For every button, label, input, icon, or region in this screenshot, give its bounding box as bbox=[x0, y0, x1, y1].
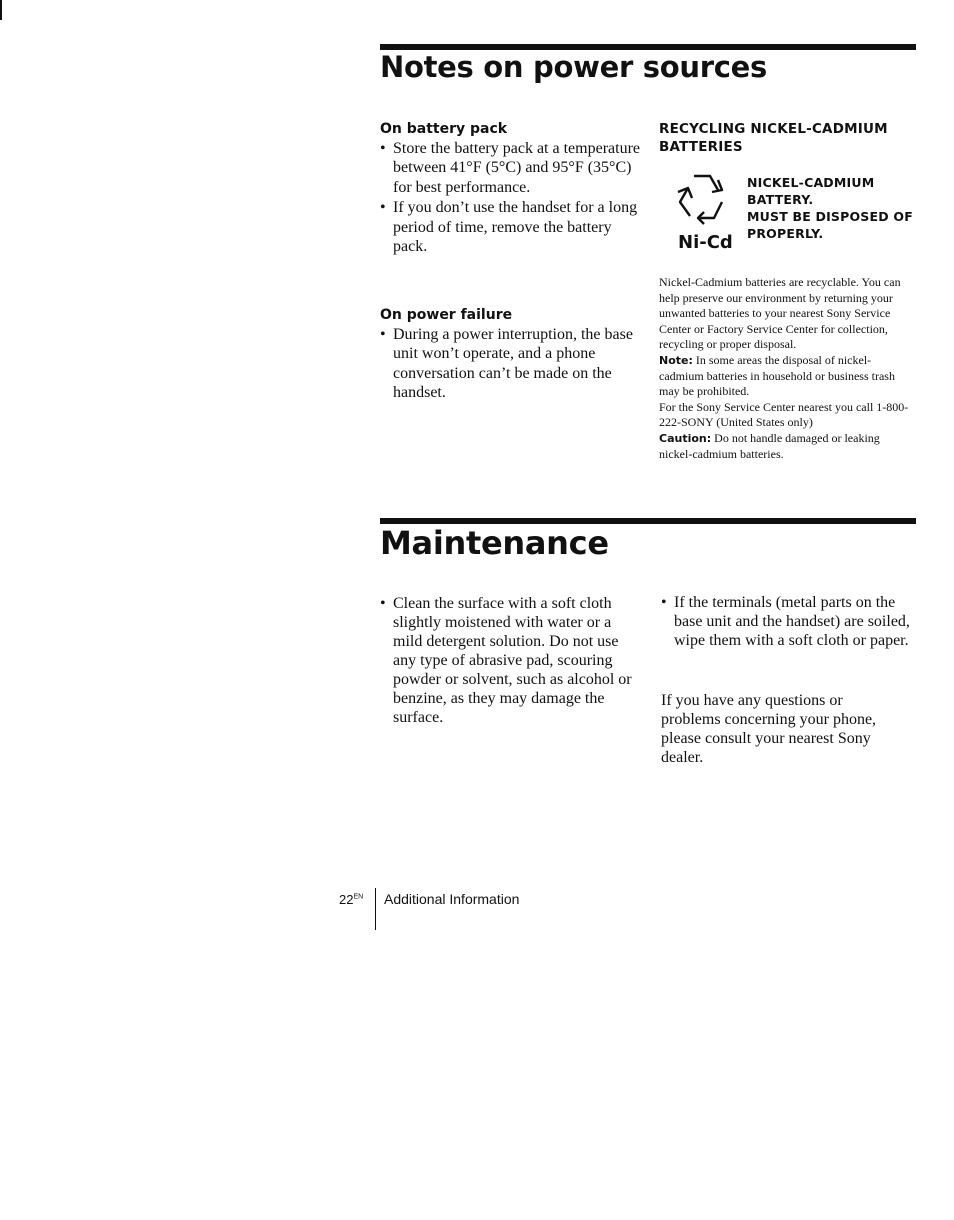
maintenance-right-list bbox=[661, 593, 919, 650]
recycle-icon bbox=[672, 170, 732, 228]
battery-pack-heading: On battery pack bbox=[380, 121, 508, 137]
list-item: • Clean the surface with a soft cloth slightly moistened with water or a mild detergent solution. Do not use any type of abrasive pad, scouring powder or solvent, such as alcohol or benzine, as they may damage the surface. bbox=[380, 594, 642, 727]
nicd-label: Ni-Cd bbox=[678, 232, 733, 253]
caution-text: Do not handle damaged or leaking nickel-cadmium batteries. bbox=[659, 430, 880, 461]
page-number-value: 22 bbox=[339, 892, 354, 907]
notice-line: NICKEL-CADMIUM bbox=[747, 175, 875, 190]
maintenance-closing: If you have any questions or problems concerning your phone, please consult your nearest Sony dealer. bbox=[661, 692, 877, 766]
list-item: • If the terminals (metal parts on the base unit and the handset) are soiled, wipe them with a soft cloth or paper. bbox=[661, 593, 919, 650]
section-title-maintenance: Maintenance bbox=[380, 524, 609, 562]
note-label: Note: bbox=[659, 353, 693, 367]
notice-line: BATTERY. bbox=[747, 192, 814, 207]
note-text: In some areas the disposal of nickel-cadmium batteries in household or business trash may be prohibited. bbox=[659, 352, 895, 399]
list-item: • Store the battery pack at a temperature between 41°F (5°C) and 95°F (35°C) for best performance. bbox=[380, 139, 642, 197]
recycling-heading-line1: RECYCLING NICKEL-CADMIUM bbox=[659, 121, 888, 137]
recycling-notice bbox=[747, 174, 913, 242]
notice-line: PROPERLY. bbox=[747, 226, 824, 241]
caution-label: Caution: bbox=[659, 431, 712, 445]
service-center-text: For the Sony Service Center nearest you call 1-800-222-SONY (United States only) bbox=[659, 399, 909, 430]
footer-divider bbox=[375, 888, 376, 930]
recycling-heading bbox=[659, 120, 888, 156]
section-title-power-sources: Notes on power sources bbox=[380, 50, 767, 84]
scan-edge-mark bbox=[0, 0, 2, 20]
page-number bbox=[339, 892, 363, 907]
power-failure-heading: On power failure bbox=[380, 307, 513, 323]
recycling-body bbox=[659, 275, 915, 462]
list-item: • During a power interruption, the base unit won’t operate, and a phone conversation can’t be made on the handset. bbox=[380, 325, 642, 403]
recycling-note bbox=[659, 353, 915, 400]
footer-section-label: Additional Information bbox=[384, 891, 520, 907]
maintenance-left-list bbox=[380, 594, 642, 727]
recycling-caution bbox=[659, 431, 915, 462]
battery-pack-list bbox=[380, 139, 642, 256]
recycling-text: Nickel-Cadmium batteries are recyclable. You can help preserve our environment by returning your unwanted batteries to your nearest Sony Service Center or Factory Service Center for collection, recycling or proper disposal. bbox=[659, 275, 901, 352]
notice-line: MUST BE DISPOSED OF bbox=[747, 209, 913, 224]
recycling-heading-line2: BATTERIES bbox=[659, 139, 743, 155]
power-failure-list bbox=[380, 325, 642, 403]
list-item: • If you don’t use the handset for a long period of time, remove the battery pack. bbox=[380, 198, 642, 256]
page-number-suffix: EN bbox=[353, 893, 364, 901]
